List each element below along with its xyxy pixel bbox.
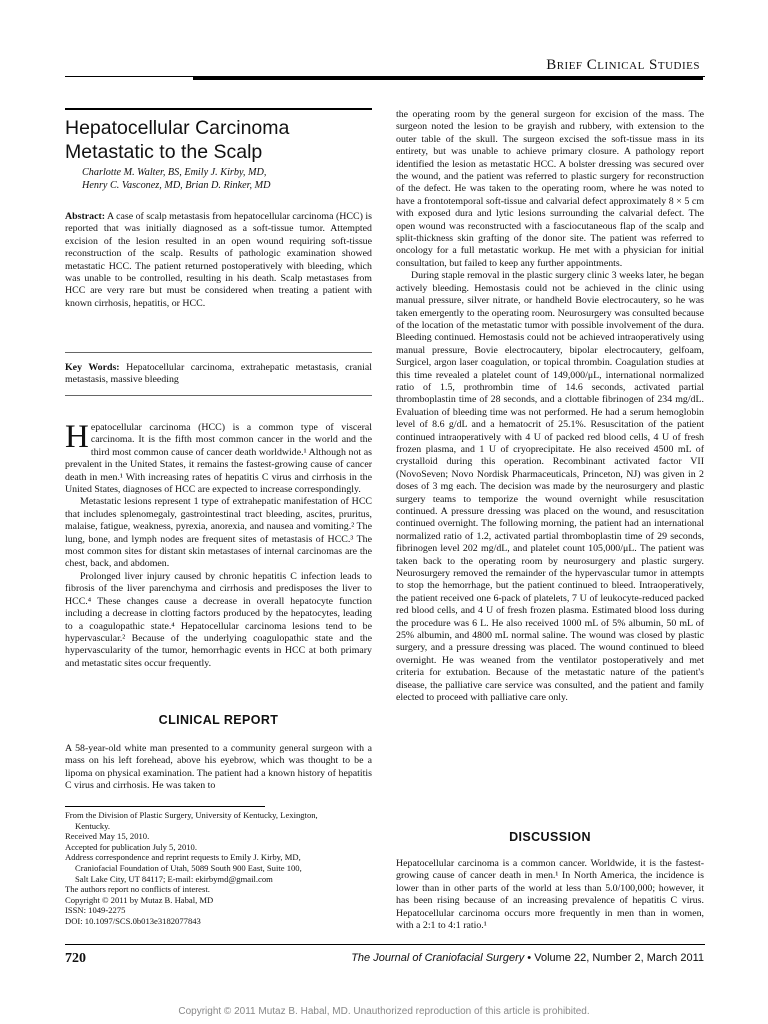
footnote-line: Craniofacial Foundation of Utah, 5089 South 900 East, Suite 100, [75,862,302,873]
clinical-report-heading: CLINICAL REPORT [158,713,279,727]
keywords-text: Hepatocellular carcinoma, extrahepatic metastasis, cranial metastasis, massive bleeding [65,362,372,386]
article-title: Hepatocellular Carcinoma Metastatic to the Scalp [65,117,290,163]
clinical-report-text [65,743,372,793]
footnote-line: The authors report no conflicts of interest. [65,884,210,895]
discussion-paragraph-1: Hepatocellular carcinoma is a common cancer. Worldwide, it is the fastest-growing cause of cancer death in men.¹ In North America, the incidence is lower than in other parts of the world at less than 5.0/100,000; however, it has been rising because of an increasing prevalence of hepatitis C virus. Hepatocellular carcinoma occurs more frequently in men than in women, with a 2:1 to 4:1 ratio.¹ [396,858,704,932]
discussion-heading: DISCUSSION [509,830,591,844]
journal-issue: Volume 22, Number 2, March 2011 [534,952,704,964]
keywords [65,362,372,387]
abstract [65,211,372,310]
case-paragraph-1: the operating room by the general surgeon for excision of the mass. The surgeon noted the lesion to be grayish and rubbery, with extension to the outer table of the skull. The surgeon excised the soft-tissue mass in its entirety, but was unable to achieve primary closure. A pathology report identified the lesion as metastatic HCC. A bolster dressing was secured over the wound, and the patient was referred to plastic surgery for reconstruction of the defect. He was taken to the operating room, where he was noted to have a frontotemporal soft-tissue and calvarial defect approximately 8 × 5 cm with exposed dura and lytic lesions surrounding the calvarial defect. The open wound was reconstructed with a fasciocutaneous flap of the scalp and split-thickness skin grafting of the donor site. The patient was referred to oncology for a full metastatic workup. He met with a physician for initial consultation, but failed to keep any further appointments. [396,109,704,269]
footnotes [65,810,372,927]
drop-cap: H [65,419,89,455]
journal-name: The Journal of Craniofacial Surgery [351,952,525,964]
footnote-line: ISSN: 1049-2275 [65,905,126,916]
copyright-notice: Copyright © 2011 Mutaz B. Habal, MD. Unauthorized reproduction of this article is prohibited. [178,1006,590,1017]
footnote-line: From the Division of Plastic Surgery, University of Kentucky, Lexington, [65,810,318,820]
title-top-rule [65,108,372,110]
page-number: 720 [65,951,86,966]
footnote-line: Kentucky. [75,820,110,831]
right-column-text [396,109,704,705]
keywords-bottom-rule [65,395,372,396]
footnote-line: DOI: 10.1097/SCS.0b013e3182077843 [65,915,201,926]
keywords-label: Key Words: [65,362,120,373]
footer-rule [65,944,705,945]
abstract-text: A case of scalp metastasis from hepatocellular carcinoma (HCC) is reported that was initially diagnosed as a soft-tissue tumor. Attempted excision of the lesion resulted in an open wound requiring soft-tissue reconstruction of the scalp. Results of pathologic examination showed metastatic HCC. The patient returned postoperatively with bleeding, which was unable to be controlled, resulting in his death. Scalp metastases from HCC are very rare but must be considered when treating a patient with known cirrhosis, hepatitis, or HCC. [65,211,372,309]
clinical-paragraph-1: A 58-year-old white man presented to a community general surgeon with a mass on his left forehead, above his eyebrow, which was thought to be a lipoma on physical examination. The patient had a known history of hepatitis C virus and cirrhosis. He was taken to [65,743,372,792]
case-paragraph-2: During staple removal in the plastic surgery clinic 3 weeks later, he began actively bleeding. Hemostasis could not be achieved in the clinic using manual pressure, silver nitrate, or handheld Bovie electrocautery, so he was taken emergently to the operating room. Neurosurgery was consulted because of the location of the metastatic tumor with possible involvement of the dura. Bleeding continued. Hemostasis could not be achieved intraoperatively using manual pressure, Bovie electrocautery, bipolar electrocautery, gelfoam, Surgicel, argon laser coagulation, or topical thrombin. Coagulation studies at this time revealed a platelet count of 149,000/μL, international normalized ratio of 1.5, prothrombin time of 14.6 seconds, activated partial thromboplastin time of 28 seconds, and a clottable fibrinogen of 234 mg/dL. Evaluation of bleeding time was not performed. He had a serum hemoglobin level of 8.6 g/dL and a hematocrit of 25.1%. Resuscitation of the patient continued intraoperatively with 4 U of packed red blood cells, 4 U of fresh frozen plasma, and 1 U of cryoprecipitate. He also received 4500 mL of crystalloid during this operation. Recombinant activated factor VII (NovoSeven; Novo Nordisk Pharmaceuticals, Princeton, NJ) was given in 2 doses of 3 mg each. The decision was made by the neurosurgery and plastic surgery teams to temporize the wound overnight while resuscitation continued. A pressure dressing was placed on the wound, and resuscitation continued overnight. The following morning, the patient had an international normalized ratio of 1.2, activated partial thromboplastin time of 29 seconds, fibrinogen level 202 mg/dL, and platelet count 105,000/μL. The patient was taken back to the operating room by neurosurgery and plastic surgery. Neurosurgery removed the remainder of the hypervascular tumor in attempts to stop the hemorrhage, but the patient continued to bleed. Intraoperatively, the patient received one 6-pack of platelets, 7 U of leukocyte-reduced packed red blood cells, and 4 U of fresh frozen plasma. Estimated blood loss during the procedure was 6 L. He also received 1000 mL of 5% albumin, 50 mL of 25% albumin, and 4800 mL normal saline. The wound was closed by plastic surgery, and a pressure dressing was placed. The wound continued to bleed overnight. He was weaned from the ventilator postoperatively and met criteria for extubation. Because of the metastatic nature of the patient's disease, the palliative care service was consulted, and the patient and family elected to proceed with palliative care only. [396,270,704,704]
footnote-line: Accepted for publication July 5, 2010. [65,841,197,852]
authors-line-2: Henry C. Vasconez, MD, Brian D. Rinker, MD [82,180,271,191]
journal-citation [300,952,704,964]
keywords-top-rule [65,352,372,353]
discussion-text [396,858,704,932]
introduction [65,419,372,670]
running-header: Brief Clinical Studies [546,57,700,73]
abstract-label: Abstract: [65,211,106,222]
footnote-line: Salt Lake City, UT 84117; E-mail: ekirbymd@gmail.com [75,873,273,884]
header-rule-thick [193,76,703,80]
authors-line-1: Charlotte M. Walter, BS, Emily J. Kirby, MD, [82,167,267,178]
footnote-line: Received May 15, 2010. [65,831,150,842]
footnote-line: Address correspondence and reprint requests to Emily J. Kirby, MD, [65,852,301,863]
authors [82,166,372,192]
footnote-line: Copyright © 2011 by Mutaz B. Habal, MD [65,894,214,905]
intro-paragraph-2: Metastatic lesions represent 1 type of extrahepatic manifestation of HCC that includes splenomegaly, gastrointestinal tract bleeding, ascites, pruritus, malaise, fatigue, weakness, pyrexia, anorexia, and nausea and vomiting.² The lung, bone, and lymph nodes are frequent sites of metastasis of HCC.³ The most common sites for distant skin metastases of internal carcinomas are the chest, back, and abdomen. [65,496,372,570]
footnote-rule [65,806,265,807]
intro-paragraph-3: Prolonged liver injury caused by chronic hepatitis C infection leads to fibrosis of the liver parenchyma and cirrhosis and predisposes the liver to HCC.⁴ These changes cause a decrease in overall hepatocyte function including a decrease in clotting factors produced by the hepatocytes, leading to a coagulopathic state.⁴ Hepatocellular carcinoma lesions tend to be hypervascular.² Because of the underlying coagulopathic state and the hypervascularity of the tumor, hemorrhagic events in HCC at both primary and metastatic sites occur frequently. [65,570,372,669]
bullet: • [527,952,532,964]
intro-paragraph-1: epatocellular carcinoma (HCC) is a common type of visceral carcinoma. It is the fifth most common cancer in the world and the third most common cause of cancer death worldwide.¹ Although not as prevalent in the United States, it remains the fastest-growing cause of cancer death in men.¹ With increasing rates of hepatitis C virus and cirrhosis in the United States, diagnoses of HCC are expected to increase correspondingly. [65,422,372,496]
